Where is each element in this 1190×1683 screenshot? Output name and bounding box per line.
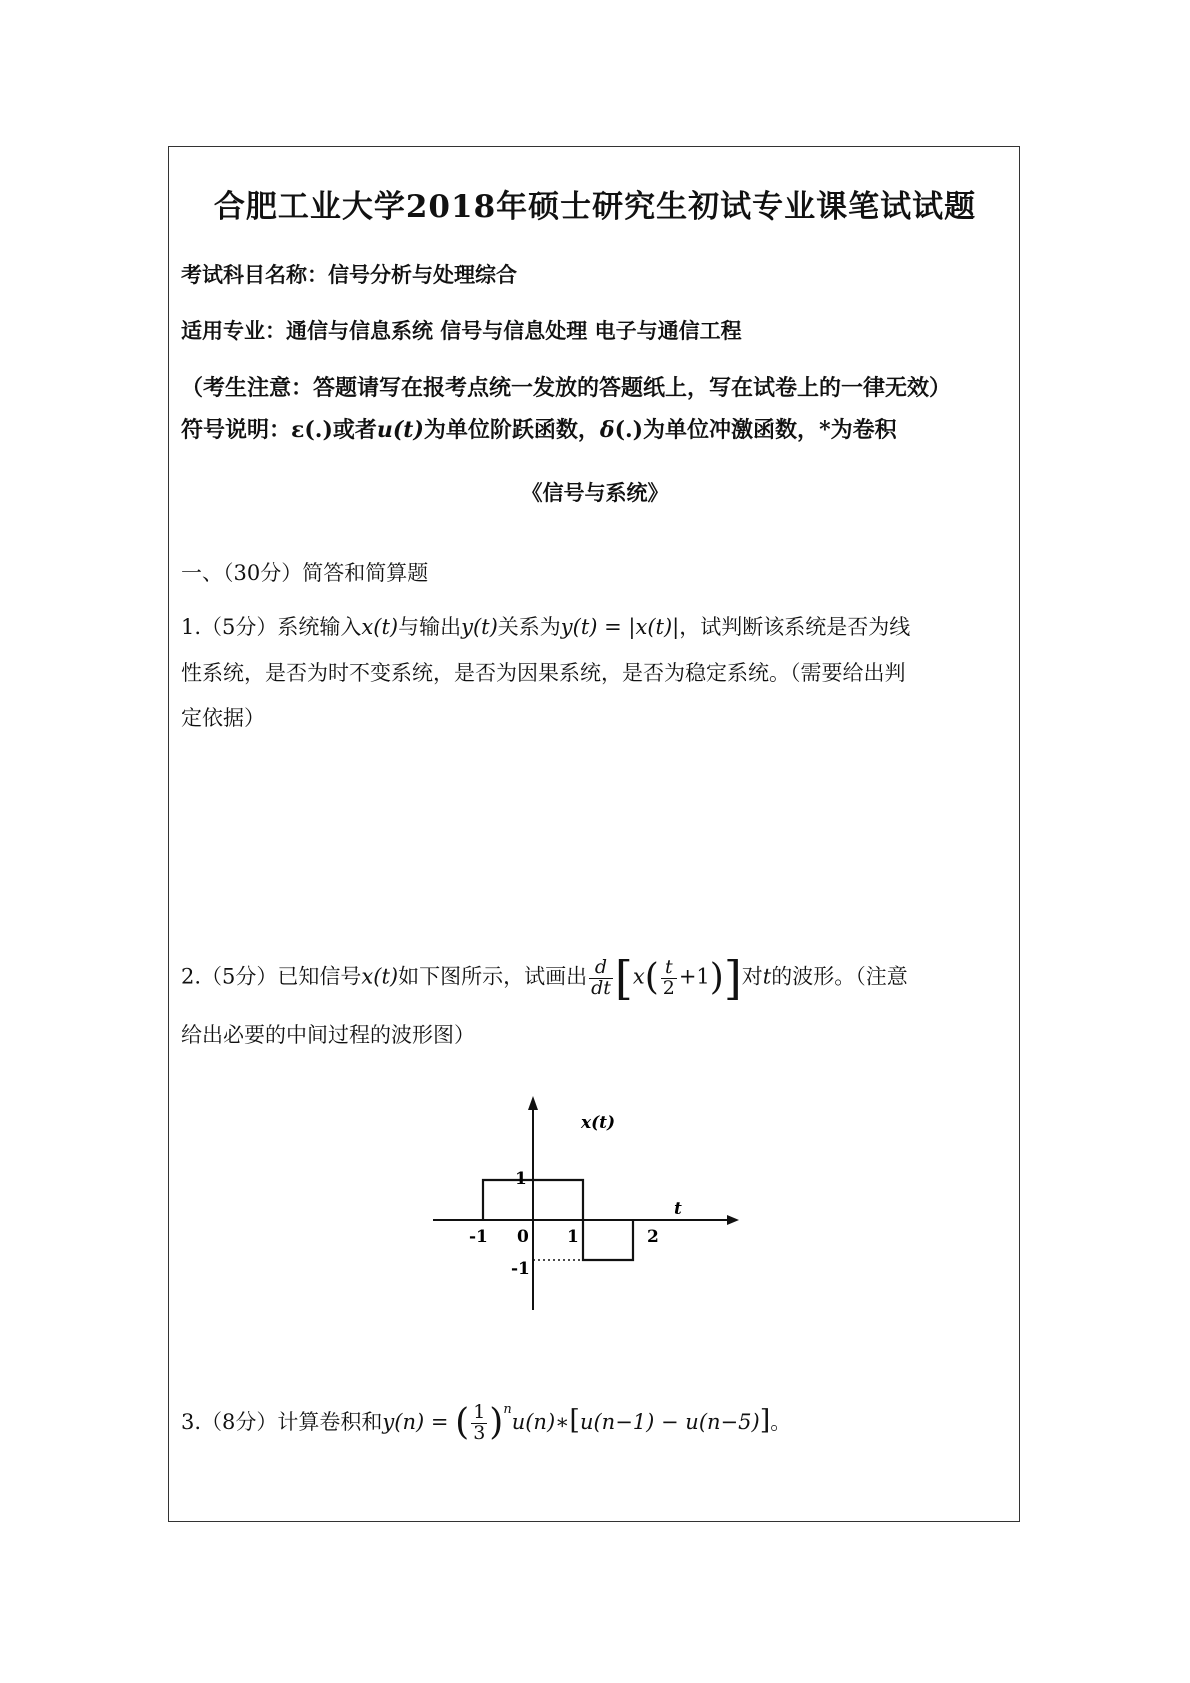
signal-plot (431, 1092, 751, 1332)
book-title: 《信号与系统》 (521, 480, 669, 505)
q2-prefix: 2.（5分）已知信号 (181, 964, 362, 989)
q3-line (181, 1403, 791, 1444)
symbol-dot: (.) (304, 417, 333, 443)
subject-line (181, 259, 517, 289)
q2-right-paren: ) (709, 957, 724, 998)
subject-value: 信号分析与处理综合 (328, 262, 517, 287)
tick-label-y-neg1: -1 (511, 1259, 530, 1279)
q3-frac-num: 1 (473, 1401, 486, 1423)
q3-end: 。 (770, 1409, 792, 1434)
q2-line2: 给出必要的中间过程的波形图） (181, 1023, 475, 1047)
symbol-u: u (376, 417, 393, 443)
q1-tail1: ，试判断该系统是否为线 (679, 615, 911, 639)
tick-label-y-1: 1 (515, 1169, 527, 1189)
q1-prefix: 1.（5分）系统输入 (181, 615, 362, 639)
tick-label-origin: 0 (517, 1227, 529, 1247)
q3-prefix: 3.（8分）计算卷积和 (181, 1409, 383, 1434)
q1-y-t: y(t) (461, 615, 498, 639)
major-label: 适用专业： (181, 318, 286, 343)
q3-inner: u(n−1) − u(n−5) (579, 1409, 760, 1434)
symbol-intro: 符号说明： (181, 417, 292, 443)
y-axis-arrow-icon (528, 1096, 538, 1110)
tick-label-x-2: 2 (647, 1227, 659, 1247)
major-value: 通信与信息系统 信号与信息处理 电子与通信工程 (286, 318, 742, 343)
q1-line3: 定依据） (181, 706, 265, 730)
q2-t-num: t (661, 958, 677, 979)
symbol-impulse-desc: (.)为单位冲激函数， (614, 417, 820, 443)
symbol-epsilon: ε (291, 417, 305, 443)
section1-heading: 一、（30分）简答和简算题 (181, 561, 429, 585)
tick-label-x-neg1: -1 (469, 1227, 488, 1247)
major-line (181, 315, 742, 345)
q2-d-num: d (589, 958, 613, 979)
q2-plus-one: +1 (678, 964, 710, 989)
q3-right-bracket: ] (759, 1404, 771, 1436)
subject-label: 考试科目名称： (181, 262, 328, 287)
q1-eq-lhs: y(t) = (560, 615, 629, 639)
q1-mid2: 关系为 (497, 615, 561, 639)
q2-x-char: x (632, 964, 645, 989)
q1-x-t: x(t) (361, 615, 399, 639)
q2-mid: 如下图所示，试画出 (398, 964, 588, 989)
q2-t-var: t (762, 964, 772, 989)
plot-title: x(t) (581, 1113, 616, 1133)
q2-line1 (181, 951, 908, 1005)
q1-eq-rhs: |x(t)| (628, 615, 680, 639)
x-axis-arrow-icon (727, 1215, 739, 1225)
symbol-step-desc: 为单位阶跃函数， (423, 417, 600, 443)
exam-frame (168, 146, 1020, 1522)
q3-frac-den: 3 (473, 1421, 486, 1444)
q2-t-den: 2 (662, 976, 675, 999)
symbol-delta: δ (599, 417, 615, 443)
q1-mid1: 与输出 (398, 615, 462, 639)
q2-t-frac (661, 955, 677, 999)
exam-title: 合肥工业大学2018年硕士研究生初试专业课笔试试题 (213, 189, 977, 225)
notice-line: （考生注意：答题请写在报考点统一发放的答题纸上，写在试卷上的一律无效） (181, 375, 952, 401)
symbol-line (181, 413, 897, 444)
q2-right-bracket: ] (723, 951, 742, 1005)
q1-line2: 性系统，是否为时不变系统，是否为因果系统，是否为稳定系统。（需要给出判 (181, 661, 906, 685)
symbol-or: 或者 (332, 417, 377, 443)
q3-y-n: y(n) = (382, 1409, 456, 1434)
q3-power: n (503, 1401, 512, 1417)
q2-derivative-frac (589, 955, 613, 999)
q2-left-bracket: [ (614, 951, 633, 1005)
symbol-t-paren: (t) (392, 417, 424, 443)
q2-x-t: x(t) (361, 964, 399, 989)
q3-left-bracket: [ (569, 1404, 580, 1436)
q2-after: 对 (741, 964, 763, 989)
q3-right-paren: ) (489, 1402, 504, 1444)
x-axis-label: t (674, 1199, 682, 1219)
q3-left-paren: ( (455, 1402, 470, 1444)
symbol-conv-desc: *为卷积 (819, 417, 897, 443)
q3-mid: u(n)∗ (511, 1409, 570, 1434)
q3-frac (471, 1403, 487, 1444)
q2-d-den: dt (591, 976, 611, 999)
q2-tail: 的波形。（注意 (771, 964, 908, 989)
q2-left-paren: ( (644, 957, 659, 998)
q1-line1 (181, 611, 910, 641)
tick-label-x-1: 1 (567, 1227, 579, 1247)
